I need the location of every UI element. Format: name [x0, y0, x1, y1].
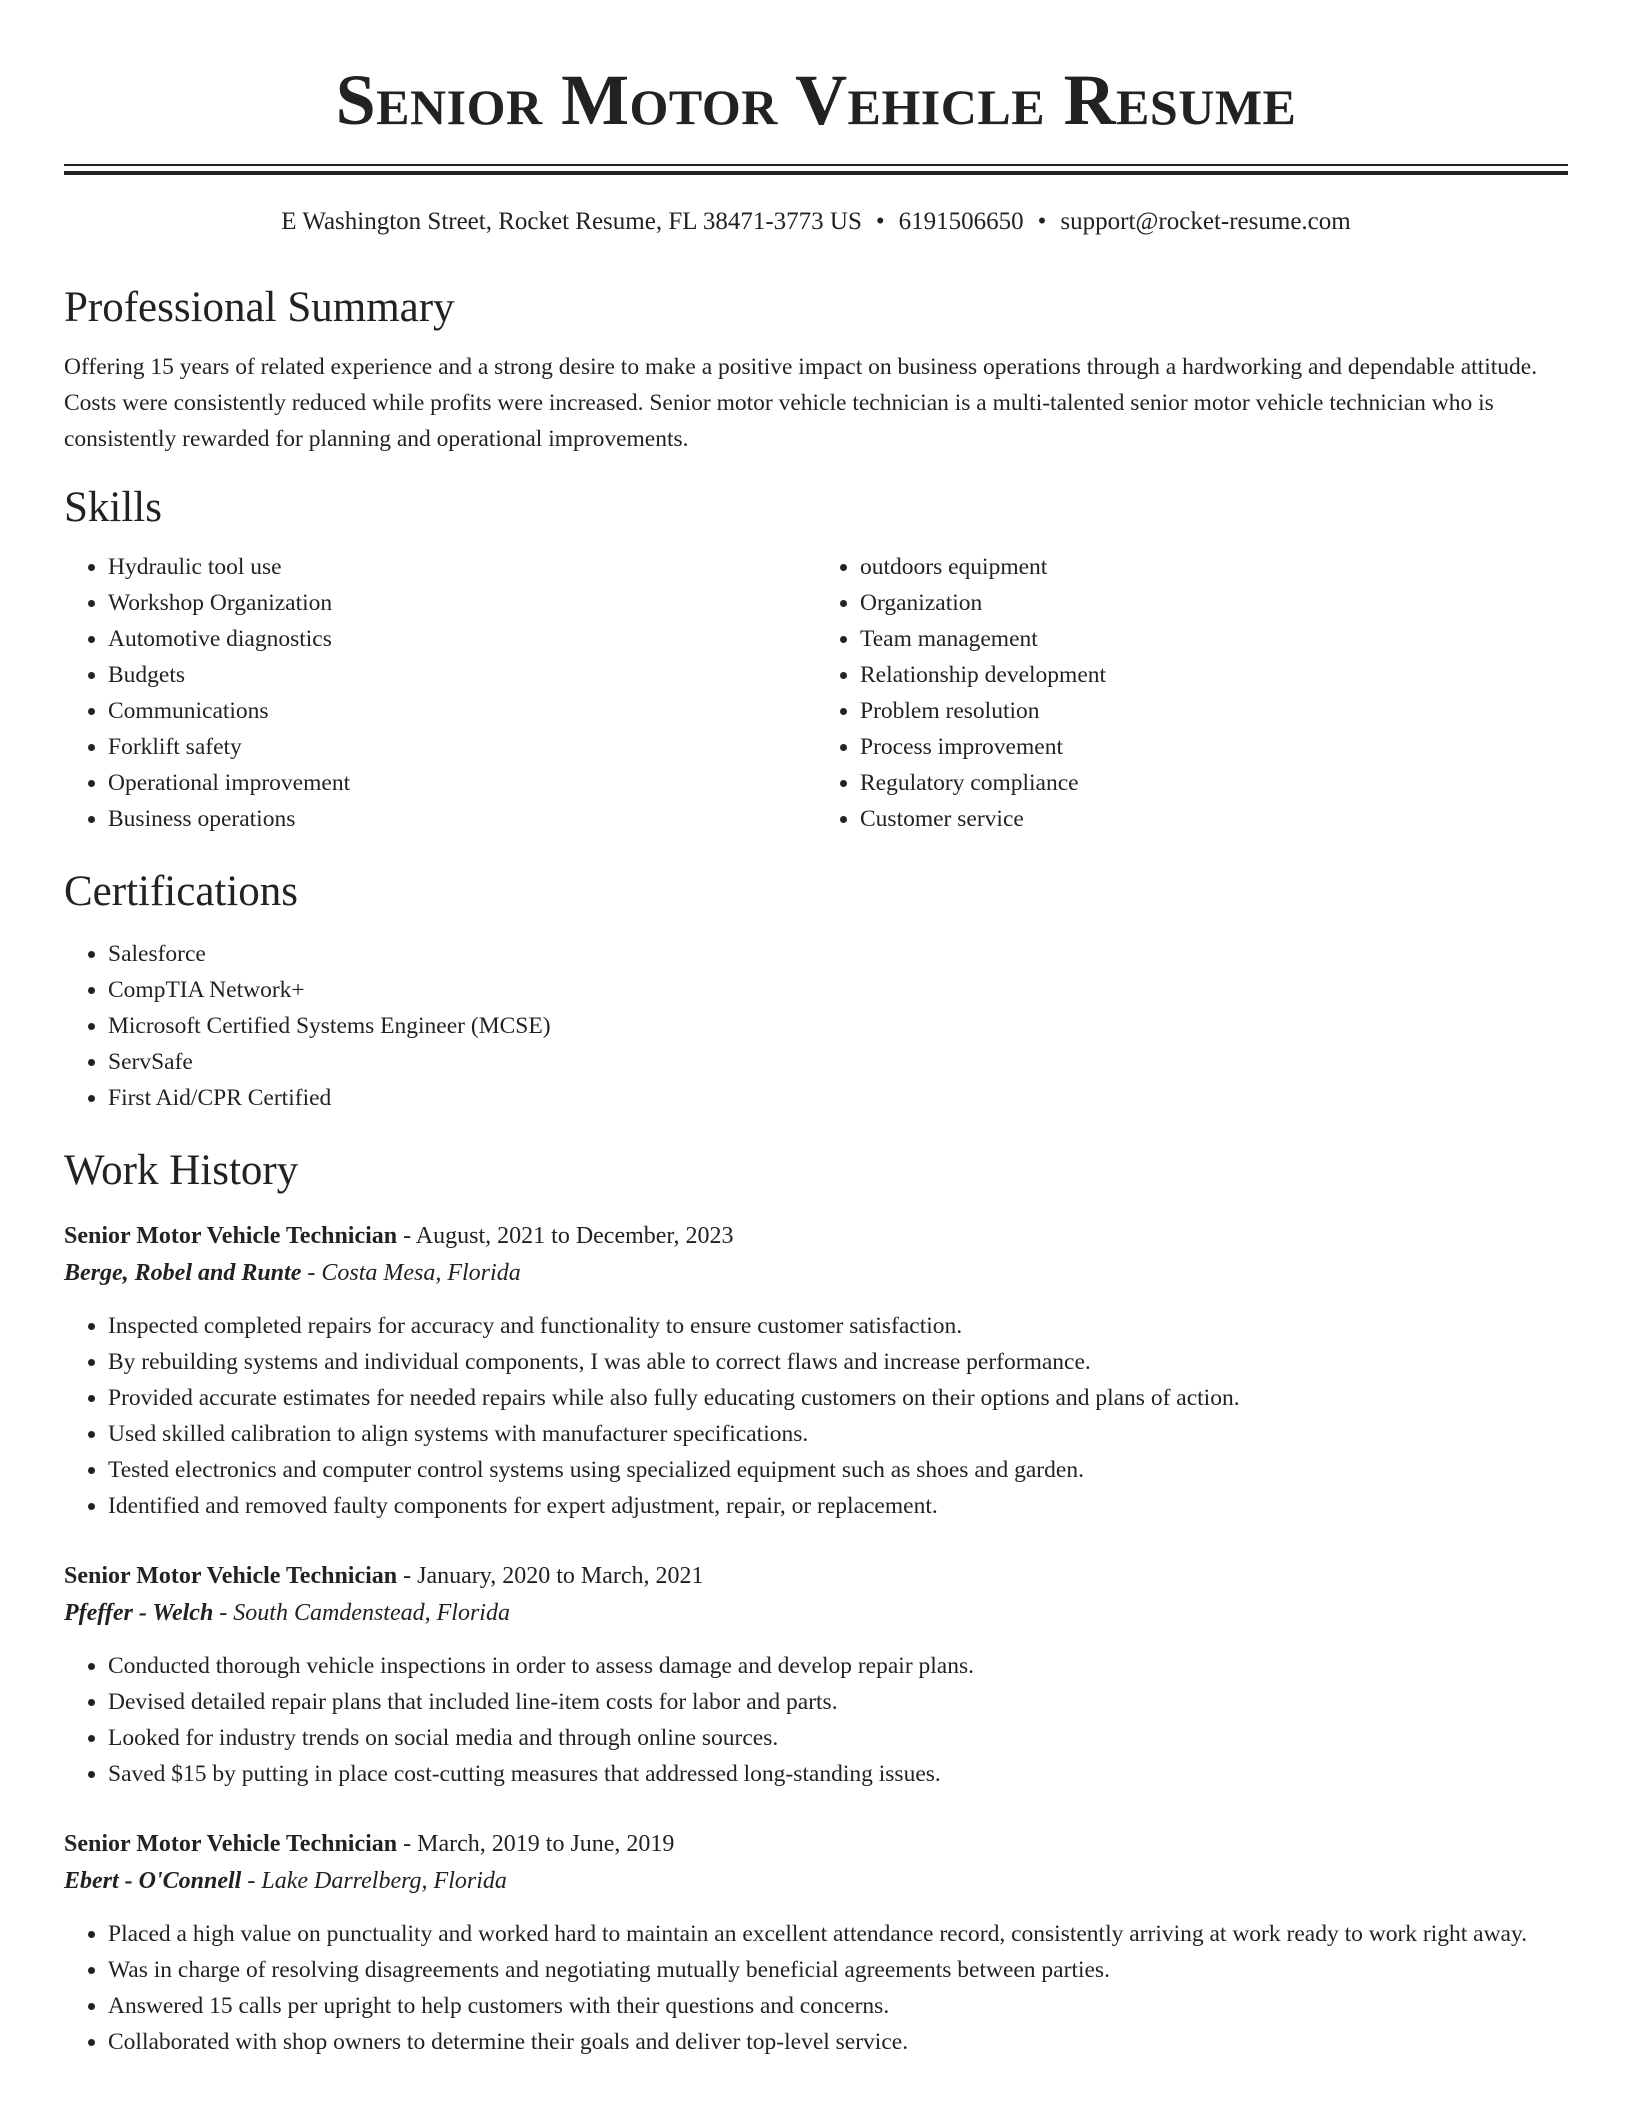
skill-item: • Forklift safety — [108, 729, 816, 765]
skill-item: • Regulatory compliance — [860, 765, 1568, 801]
job-title: Senior Motor Vehicle Technician — [64, 1223, 398, 1249]
summary-section — [64, 283, 1568, 457]
job-bullet: • Answered 15 calls per upright to help customers with their questions and concerns. — [108, 1988, 1568, 2024]
certification-item: • Salesforce — [108, 936, 1568, 972]
skill-item: • Team management — [860, 621, 1568, 657]
work-history-section — [64, 1146, 1568, 2060]
job-dates: - March, 2019 to June, 2019 — [397, 1831, 675, 1857]
job-bullet: • Looked for industry trends on social media and through online sources. — [108, 1720, 1568, 1756]
contact-phone: 6191506650 — [898, 208, 1024, 235]
contact-line — [64, 207, 1568, 237]
job-entry — [64, 1826, 1568, 2060]
job-bullets — [64, 1916, 1568, 2060]
job-bullet: • Devised detailed repair plans that included line-item costs for labor and parts. — [108, 1684, 1568, 1720]
job-company-line — [64, 1254, 1568, 1292]
work-history-heading: Work History — [64, 1147, 299, 1194]
job-bullet: • Provided accurate estimates for needed repairs while also fully educating customers on their options and plans of action. — [108, 1380, 1568, 1416]
skill-item: • Operational improvement — [108, 765, 816, 801]
skill-item: • Customer service — [860, 801, 1568, 837]
contact-separator: • — [1037, 208, 1047, 235]
contact-email: support@rocket-resume.com — [1060, 208, 1351, 235]
skill-item: • Organization — [860, 585, 1568, 621]
job-bullet: • Saved $15 by putting in place cost-cutting measures that addressed long-standing issues. — [108, 1756, 1568, 1792]
job-company: Pfeffer - Welch — [64, 1600, 214, 1626]
contact-address: E Washington Street, Rocket Resume, FL 38471-3773 US — [281, 208, 862, 235]
summary-heading: Professional Summary — [64, 284, 455, 331]
skill-item: • Process improvement — [860, 729, 1568, 765]
certification-item: • CompTIA Network+ — [108, 972, 1568, 1008]
job-dates: - January, 2020 to March, 2021 — [397, 1563, 704, 1589]
job-company: Ebert - O'Connell — [64, 1868, 242, 1894]
skill-item: • outdoors equipment — [860, 549, 1568, 585]
skill-item: • Relationship development — [860, 657, 1568, 693]
skill-item: • Hydraulic tool use — [108, 549, 816, 585]
certification-item: • ServSafe — [108, 1044, 1568, 1080]
job-title: Senior Motor Vehicle Technician — [64, 1831, 398, 1857]
skills-list-left — [64, 549, 816, 837]
job-title: Senior Motor Vehicle Technician — [64, 1563, 398, 1589]
skills-heading: Skills — [64, 484, 162, 531]
certification-item: • Microsoft Certified Systems Engineer (MCSE) — [108, 1008, 1568, 1044]
job-bullet: • Used skilled calibration to align systems with manufacturer specifications. — [108, 1416, 1568, 1452]
job-location: - Costa Mesa, Florida — [301, 1260, 521, 1286]
skill-item: • Problem resolution — [860, 693, 1568, 729]
job-bullet: • Identified and removed faulty components for expert adjustment, repair, or replacement. — [108, 1488, 1568, 1524]
skill-item: • Workshop Organization — [108, 585, 816, 621]
job-bullet: • Tested electronics and computer control systems using specialized equipment such as shoes and garden. — [108, 1452, 1568, 1488]
skills-list-right — [816, 549, 1568, 837]
job-location: - Lake Darrelberg, Florida — [241, 1868, 507, 1894]
skill-item: • Budgets — [108, 657, 816, 693]
job-location: - South Camdenstead, Florida — [213, 1600, 510, 1626]
page-title: Senior Motor Vehicle Resume — [335, 60, 1297, 140]
job-bullet: • By rebuilding systems and individual components, I was able to correct flaws and increase performance. — [108, 1344, 1568, 1380]
job-bullet: • Collaborated with shop owners to determine their goals and deliver top-level service. — [108, 2024, 1568, 2060]
job-company: Berge, Robel and Runte — [64, 1260, 302, 1286]
skill-item: • Automotive diagnostics — [108, 621, 816, 657]
job-company-line — [64, 1594, 1568, 1632]
job-company-line — [64, 1862, 1568, 1900]
title-divider — [64, 164, 1568, 175]
job-bullet: • Placed a high value on punctuality and worked hard to maintain an excellent attendance record, consistently arriving at work ready to work right away. — [108, 1916, 1568, 1952]
certifications-heading: Certifications — [64, 868, 299, 915]
job-bullet: • Was in charge of resolving disagreements and negotiating mutually beneficial agreements between parties. — [108, 1952, 1568, 1988]
contact-separator: • — [875, 208, 885, 235]
job-bullets — [64, 1308, 1568, 1524]
skill-item: • Communications — [108, 693, 816, 729]
job-title-line — [64, 1826, 1568, 1862]
job-bullet: • Conducted thorough vehicle inspections in order to assess damage and develop repair plans. — [108, 1648, 1568, 1684]
certifications-section — [64, 867, 1568, 1116]
certifications-list — [64, 936, 1568, 1116]
skills-columns — [64, 549, 1568, 837]
job-dates: - August, 2021 to December, 2023 — [397, 1223, 734, 1249]
job-title-line — [64, 1558, 1568, 1594]
job-bullet: • Inspected completed repairs for accuracy and functionality to ensure customer satisfaction. — [108, 1308, 1568, 1344]
job-entry — [64, 1218, 1568, 1524]
certification-item: • First Aid/CPR Certified — [108, 1080, 1568, 1116]
skills-section — [64, 483, 1568, 837]
job-entry — [64, 1558, 1568, 1792]
skill-item: • Business operations — [108, 801, 816, 837]
summary-text: Offering 15 years of related experience and a strong desire to make a positive impact on business operations through a hardworking and dependable attitude. Costs were consistently reduced while profits were increased. Senior motor vehicle technician is a multi-talented senior motor vehicle technician who is consistently rewarded for planning and operational improvements. — [64, 354, 1538, 452]
job-title-line — [64, 1218, 1568, 1254]
job-bullets — [64, 1648, 1568, 1792]
